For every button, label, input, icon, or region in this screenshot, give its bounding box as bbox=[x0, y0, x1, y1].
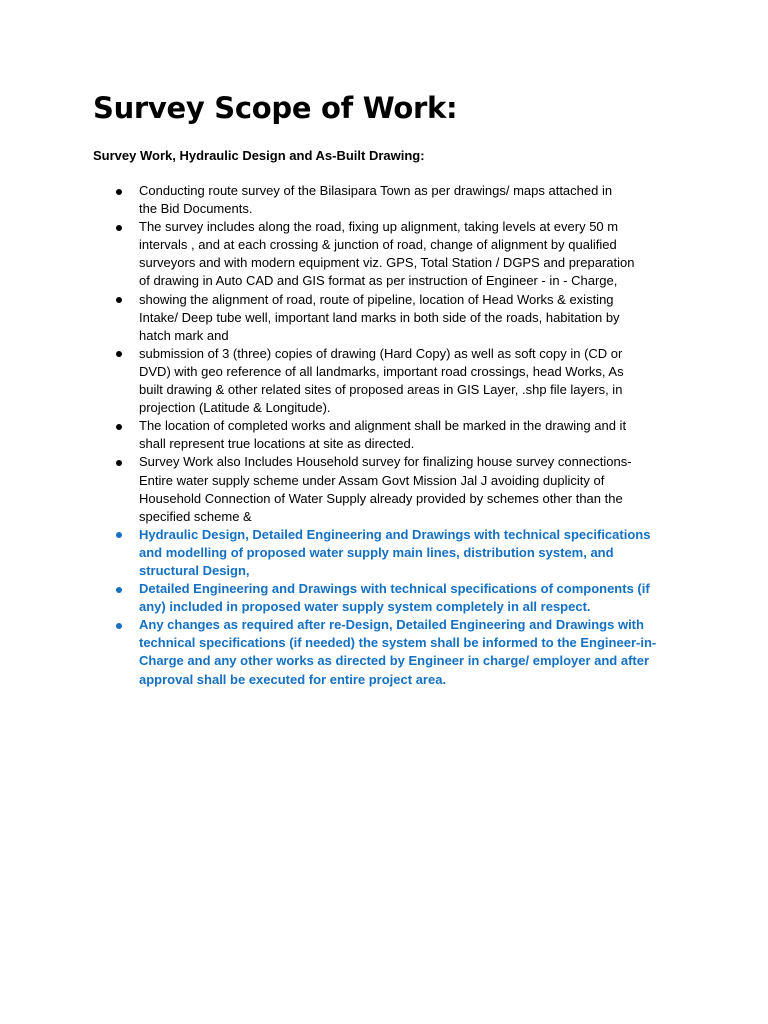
bullet-dot-icon bbox=[116, 623, 122, 629]
bullet-line: Conducting route survey of the Bilasipara Town as per drawings/ maps attached in bbox=[139, 183, 613, 198]
bullet-dot-icon bbox=[116, 460, 122, 466]
bullet-line: of drawing in Auto CAD and GIS format as per instruction of Engineer - in - Charge, bbox=[139, 273, 618, 289]
bullet-line: Household Connection of Water Supply already provided by schemes other than the bbox=[139, 490, 623, 506]
bullet-line: The location of completed works and alignment shall be marked in the drawing and it bbox=[139, 418, 627, 434]
bullet-item-household-survey bbox=[0, 453, 679, 525]
bullet-item-submission bbox=[0, 345, 679, 417]
bullet-line: technical specifications (if needed) the system shall be informed to the Engineer-in- bbox=[139, 635, 657, 651]
bullet-item-hydraulic-design bbox=[0, 526, 679, 580]
bullet-line: structural Design, bbox=[139, 562, 250, 578]
bullet-item-alignment bbox=[0, 291, 679, 345]
bullet-dot-icon bbox=[116, 297, 122, 303]
bullet-line: The survey includes along the road, fixing up alignment, taking levels at every 50 m bbox=[139, 219, 619, 235]
bullet-line: hatch mark and bbox=[139, 327, 229, 343]
bullet-line: intervals , and at each crossing & junction of road, change of alignment by qualified bbox=[139, 237, 617, 253]
bullet-line: DVD) with geo reference of all landmarks, important road crossings, head Works, As bbox=[139, 363, 624, 379]
bullet-line: any) included in proposed water supply system completely in all respect. bbox=[139, 599, 591, 615]
section-subtitle: Survey Work, Hydraulic Design and As-Built Drawing: bbox=[93, 148, 425, 163]
bullet-line: approval shall be executed for entire project area. bbox=[139, 671, 447, 687]
bullet-line: built drawing & other related sites of proposed areas in GIS Layer, .shp file layers, in bbox=[139, 382, 623, 398]
bullet-item-survey-includes bbox=[0, 218, 679, 290]
bullet-line: and modelling of proposed water supply main lines, distribution system, and bbox=[139, 544, 614, 560]
bullet-dot-icon bbox=[116, 189, 122, 195]
bullet-dot-icon bbox=[116, 424, 122, 430]
bullet-dot-icon bbox=[116, 351, 122, 357]
bullet-line: surveyors and with modern equipment viz. GPS, Total Station / DGPS and preparation bbox=[139, 255, 635, 271]
bullet-line: showing the alignment of road, route of pipeline, location of Head Works & existing bbox=[139, 291, 614, 307]
page-title: Survey Scope of Work: bbox=[93, 91, 458, 125]
bullet-line: Charge and any other works as directed by Engineer in charge/ employer and after bbox=[139, 653, 650, 669]
bullet-line: Survey Work also Includes Household survey for finalizing house survey connections- bbox=[139, 454, 632, 470]
bullet-item-changes bbox=[0, 616, 679, 688]
bullet-line: shall represent true locations at site as directed. bbox=[139, 436, 415, 452]
bullet-line: Intake/ Deep tube well, important land marks in both side of the roads, habitation by bbox=[139, 309, 620, 325]
bullet-line: specified scheme & bbox=[139, 508, 252, 524]
scope-bullet-list bbox=[0, 182, 768, 689]
bullet-line: Entire water supply scheme under Assam Govt Mission Jal J avoiding duplicity of bbox=[139, 472, 605, 488]
bullet-dot-icon bbox=[116, 225, 122, 231]
bullet-line: Hydraulic Design, Detailed Engineering and Drawings with technical specifications bbox=[139, 526, 651, 542]
bullet-line: the Bid Documents. bbox=[139, 201, 253, 217]
bullet-item-route-survey bbox=[0, 182, 679, 218]
bullet-item-location bbox=[0, 417, 679, 453]
bullet-dot-icon bbox=[116, 532, 122, 538]
bullet-item-detailed-engineering bbox=[0, 580, 679, 616]
bullet-line: Detailed Engineering and Drawings with technical specifications of components (if bbox=[139, 581, 650, 597]
bullet-dot-icon bbox=[116, 587, 122, 593]
bullet-line: projection (Latitude & Longitude). bbox=[139, 400, 331, 416]
bullet-line: submission of 3 (three) copies of drawing (Hard Copy) as well as soft copy in (CD or bbox=[139, 345, 623, 361]
bullet-line: Any changes as required after re-Design, Detailed Engineering and Drawings with bbox=[139, 617, 644, 633]
